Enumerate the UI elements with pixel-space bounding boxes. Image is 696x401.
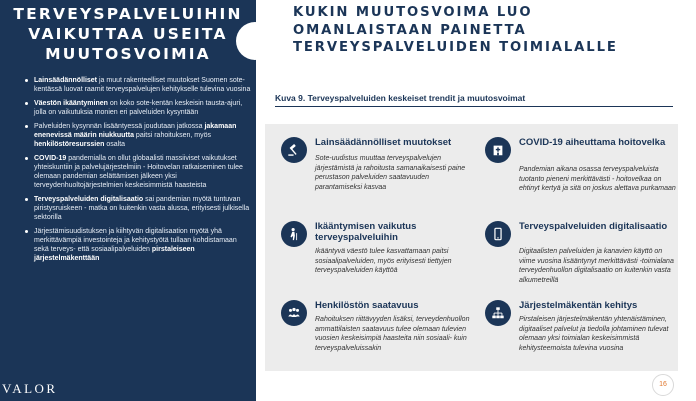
bullet-bold: Lainsäädännölliset — [34, 77, 98, 84]
elderly-person-icon — [281, 221, 307, 247]
card-body: Sote-uudistus muuttaa terveyspalvelujen järjestämistä ja rahoitusta samanaikaisesti paine perustason palveluiden saatavuuden parantamiseksi kasvaa — [315, 155, 466, 191]
card-title: Ikääntymisen vaikutus terveyspalveluihin — [315, 221, 417, 243]
figure-caption: Kuva 9. Terveyspalveluiden keskeiset trendit ja muutosvoimat — [275, 93, 526, 103]
bullet-text: Palveluiden kysynnän lisääntyessä joudutaan jatkossa — [34, 123, 205, 130]
left-title — [0, 4, 256, 64]
bullet-item — [34, 195, 252, 222]
bullet-bold: henkilöstöresurssien — [34, 141, 105, 148]
brand-logo: VALOR — [2, 381, 58, 396]
bullet-text: sai pandemian myötä tuntuvan piristysruiskeen - matka on kuitenkin vasta alussa, erityisesti julkisella sektorilla — [34, 196, 250, 221]
smartphone-icon — [485, 221, 511, 247]
left-title-line: VAIKUTTAA USEITA — [28, 25, 228, 43]
card-body: Rahoituksen riittävyyden lisäksi, terveydenhuollon ammattilaisten saatavuus tulee olemaan tulevien vuosien keskeisimpiä haasteita niin sosiaali- kuin terveyspalveluissakin — [315, 316, 470, 352]
left-title-line: MUUTOSVOIMIA — [45, 45, 211, 63]
bullet-item — [34, 122, 252, 149]
card-body: Pandemian aikana osassa terveyspalveluista tuotanto pieneni merkittävästi - hoitovelkaa on ehtinyt kertyä ja sitä on joskus alettava purkamaan — [519, 166, 676, 193]
network-icon — [485, 300, 511, 326]
page-title — [293, 4, 693, 57]
card-body: Digitaalisten palveluiden ja kanavien käyttö on viime vuosina lisääntynyt merkittävästi -toimialana terveydenhuollon digitalisaatio on kuitenkin vasta alkumetreillä — [519, 248, 674, 284]
card-title: COVID-19 aiheuttama hoitovelka — [519, 137, 666, 148]
bullet-list — [34, 76, 252, 268]
bullet-item — [34, 76, 252, 94]
bullet-bold: pirstaleiseen järjestelmäkenttään — [34, 246, 195, 262]
bullet-bold: COVID-19 — [34, 155, 67, 162]
bullet-item — [34, 227, 252, 263]
bullet-bold: Väestön ikääntyminen — [34, 100, 108, 107]
card-title: Terveyspalveluiden digitalisaatio — [519, 221, 668, 232]
page-title-line: OMANLAISTAAN PAINETTA — [293, 22, 527, 38]
bullet-text: on koko sote-kentän keskeisin tausta-ajuri, jolla on vaikutuksia monien eri palveluiden kysyntään — [34, 100, 243, 116]
bullet-text: paitsi rahoituksen, myös — [133, 132, 212, 139]
hospital-building-icon — [485, 137, 511, 163]
card-body: Ikääntyvä väestö tulee kasvattamaan paitsi sosiaalipalveluiden, myös erityisesti tiettyjen terveyspalveluiden käyttöä — [315, 248, 452, 275]
panel-notch — [236, 22, 274, 60]
page-title-line: TERVEYSPALVELUIDEN TOIMIALALLE — [293, 40, 618, 55]
bullet-bold: jakamaan enenevissä määrin niukkuutta — [34, 123, 237, 139]
card-title: Järjestelmäkentän kehitys — [519, 300, 638, 311]
staff-group-icon — [281, 300, 307, 326]
bullet-text: ja muut rakenteelliset muutokset Suomen sote-kentässä luovat raamit terveyspalvelujen kehitykselle tulevina vuosina — [34, 77, 251, 93]
page-number: 16 — [652, 374, 674, 396]
caption-divider — [275, 106, 673, 107]
bullet-item — [34, 99, 252, 117]
trend-card-area — [265, 124, 678, 371]
page-title-line: KUKIN MUUTOSVOIMA LUO — [293, 5, 533, 20]
card-title: Henkilöstön saatavuus — [315, 300, 419, 311]
bullet-text: pandemialla on ollut globaalisti massiiviset vaikutukset yhteiskuntiin ja palvelujärjestelmiin - Hoitovelan ratkaiseminen tulee olemaan pandemian selättämisen jälkeen yksi terveydenhuoltojärjestelmien keskeisimmistä haasteista — [34, 155, 243, 189]
gavel-icon — [281, 137, 307, 163]
bullet-item — [34, 154, 252, 190]
left-title-line: TERVEYSPALVELUIHIN — [13, 5, 243, 23]
card-body: Pirstaleisen järjestelmäkentän yhtenäistäminen, digitaaliset palvelut ja tiedolla johtaminen tulevat olemaan yksi toimialan keskeisimmistä kehitysteemoista tulevina vuosina — [519, 316, 669, 352]
bullet-text: osalta — [104, 141, 126, 148]
left-panel — [0, 0, 256, 401]
bullet-text: Järjestämisuudistuksen ja kiihtyvän digitalisaation myötä yhä merkittävämpiä investointeja ja kehitystyötä tullaan kohdistamaan sekä terveys- että sosiaalipalveluiden — [34, 228, 237, 253]
bullet-bold: Terveyspalveluiden digitalisaatio — [34, 196, 144, 203]
card-title: Lainsäädännölliset muutokset — [315, 137, 452, 148]
